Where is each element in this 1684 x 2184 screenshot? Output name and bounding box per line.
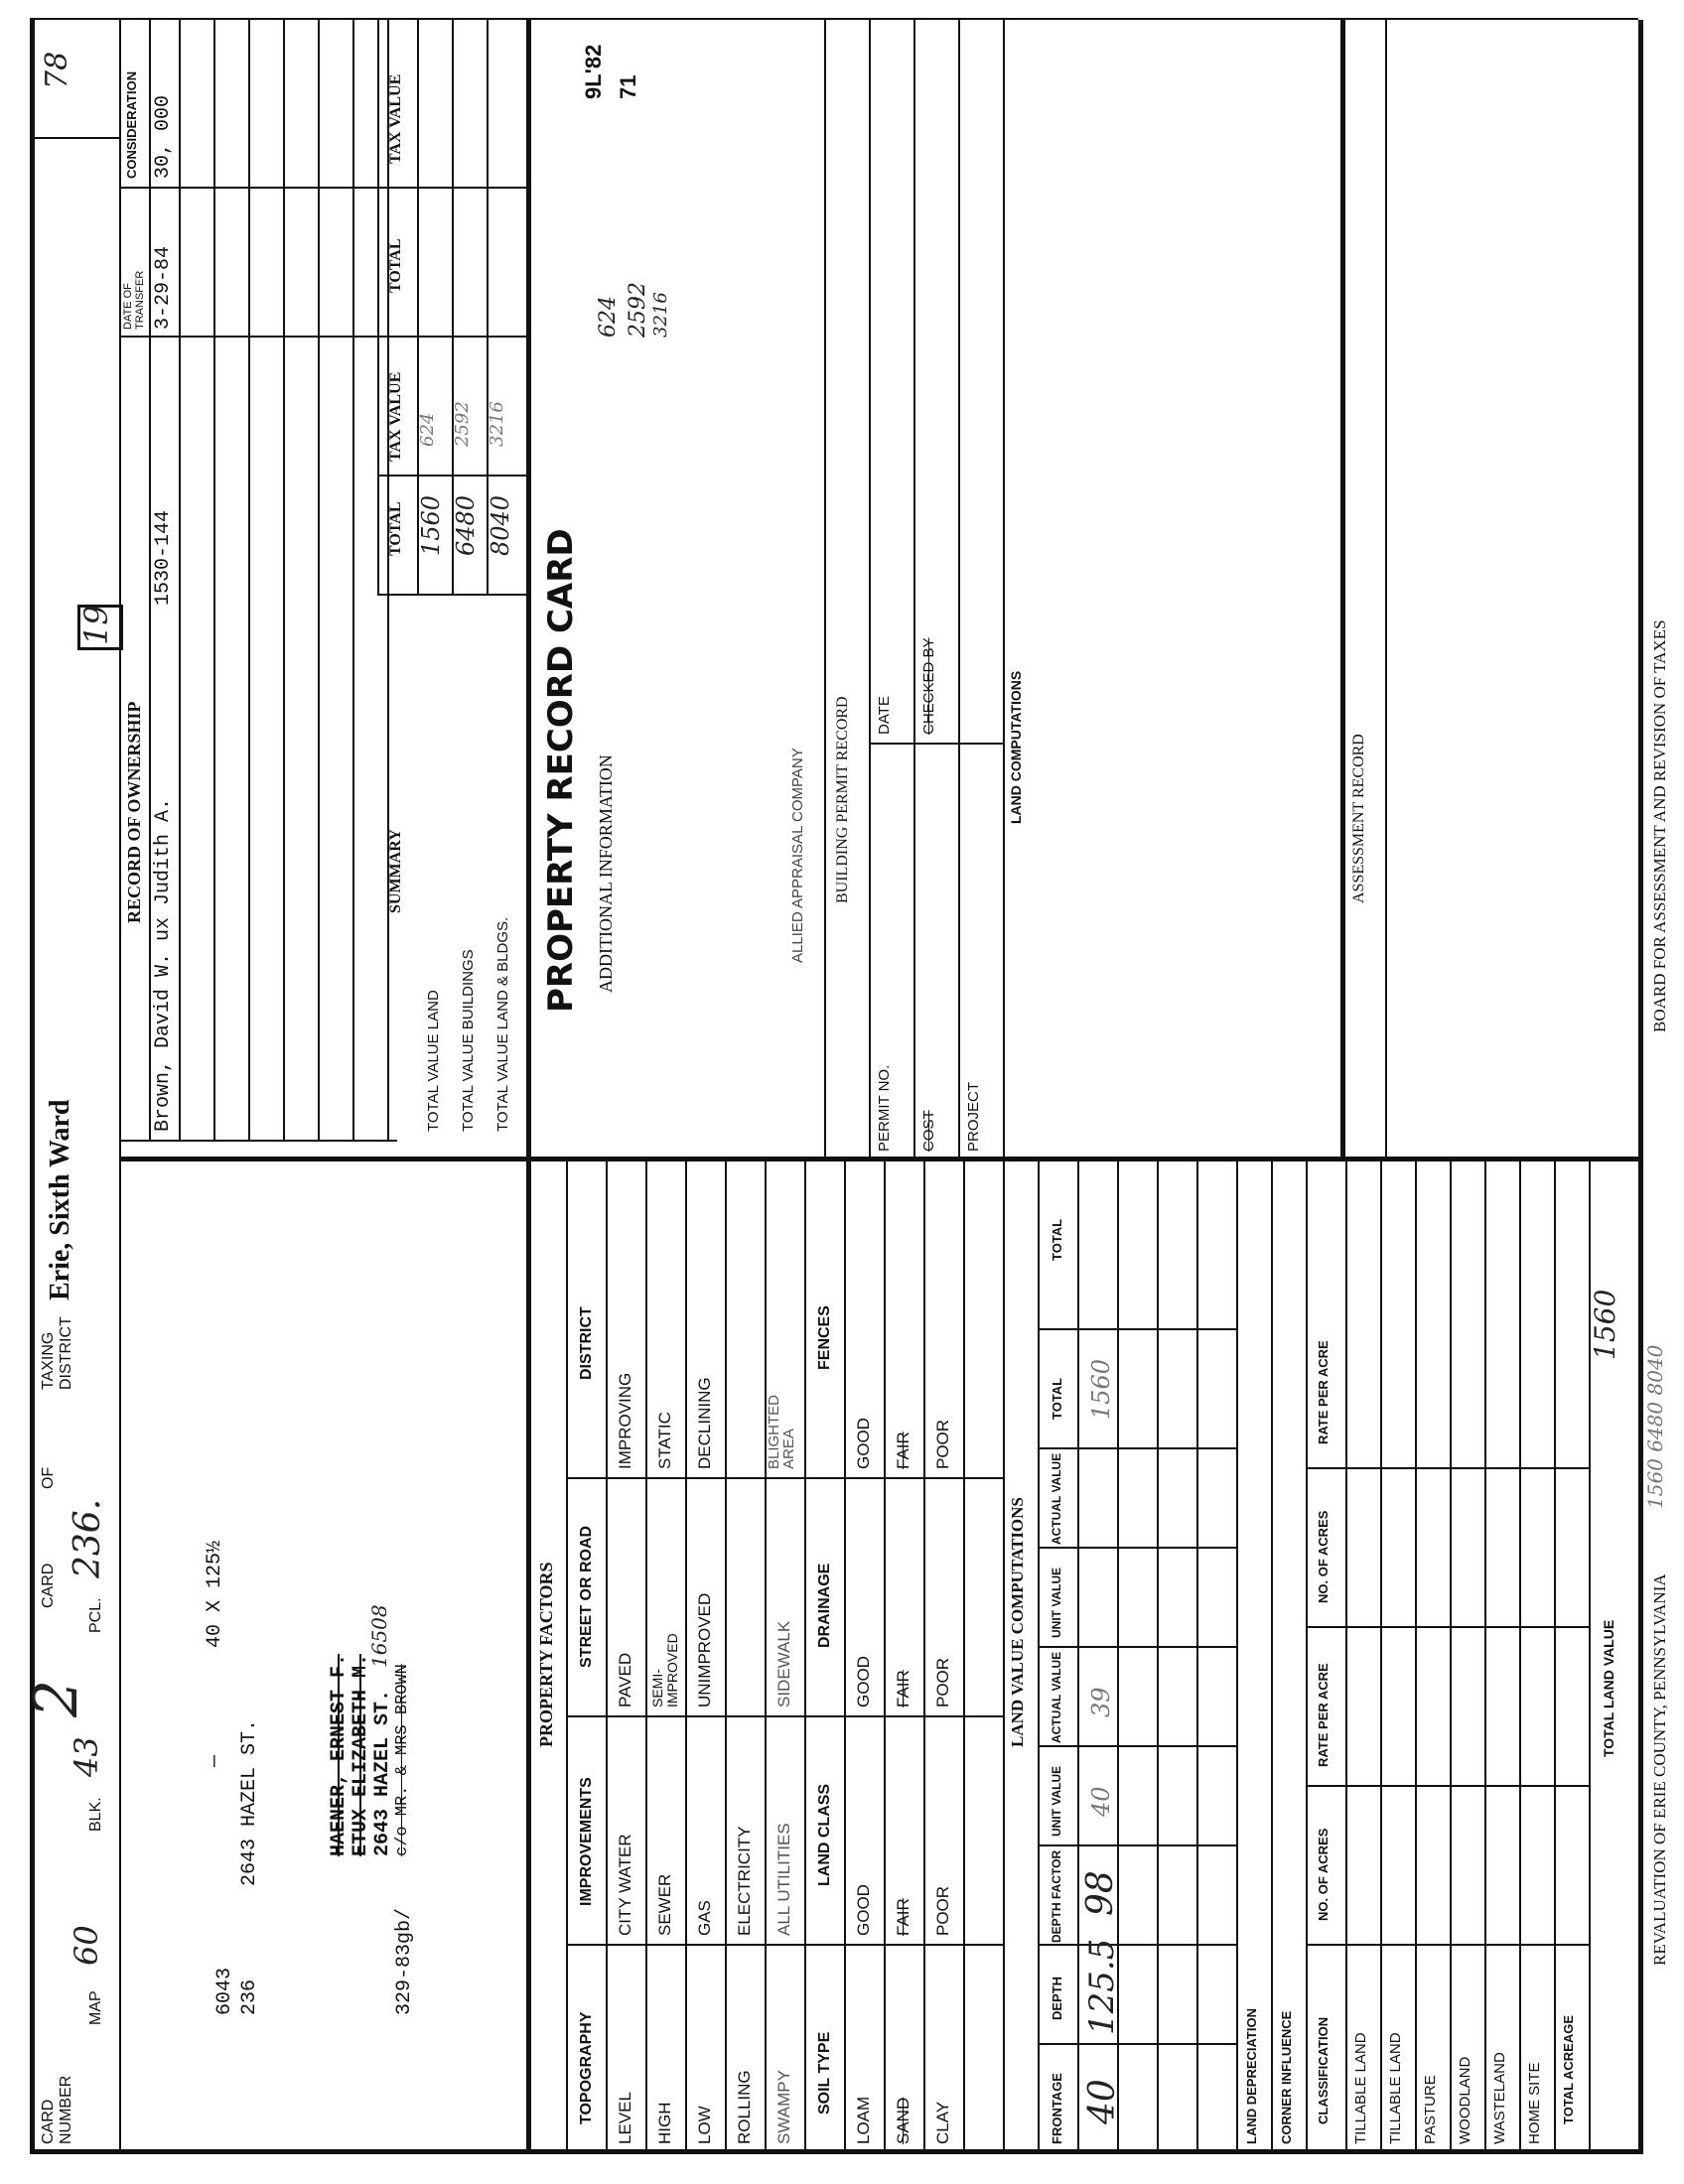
- acre-tillable1: TILLABLE LAND: [1352, 2032, 1369, 2144]
- consideration-value: 30, 000: [152, 94, 175, 179]
- topography-head: TOPOGRAPHY: [578, 2011, 595, 2124]
- total-acreage: TOTAL ACREAGE: [1561, 2014, 1576, 2124]
- acre-pasture: PASTURE: [1422, 2075, 1439, 2144]
- imp-gas[interactable]: GAS: [695, 1900, 714, 1936]
- lv-row3: [1196, 1161, 1198, 2154]
- factors-row1: [645, 1161, 647, 2154]
- improvements-head: IMPROVEMENTS: [578, 1777, 595, 1906]
- corner-influence: CORNER INFLUENCE: [1279, 2010, 1294, 2144]
- parcel-code1: 6043: [213, 1967, 236, 2015]
- lv-col-unit-value1: UNIT VALUE: [1050, 1765, 1063, 1837]
- lv-col-actual-value2: ACTUAL VALUE: [1050, 1452, 1063, 1545]
- street-head: STREET OR ROAD: [578, 1525, 595, 1668]
- additional-value1: 624: [596, 296, 621, 338]
- parcel-dash: —: [204, 1754, 226, 1767]
- total-land-value-amount: 1560: [1589, 1289, 1621, 1360]
- pcl-value: 236.: [68, 1498, 108, 1578]
- taxing-district: Erie, Sixth Ward: [45, 1099, 75, 1300]
- lv-frontage: 40: [1082, 2079, 1123, 2124]
- lv-v4: [1038, 1745, 1236, 1747]
- assessment-record-strip: [1241, 0, 1658, 1668]
- imp-city-water[interactable]: CITY WATER: [616, 1834, 634, 1936]
- lv-v8: [1038, 1328, 1236, 1330]
- map-value: 60: [68, 1925, 105, 1966]
- zip-code: 16508: [367, 1604, 391, 1668]
- lv-row2: [1157, 1161, 1159, 2154]
- summary-row-land: TOTAL VALUE LAND: [425, 990, 442, 1132]
- lv-v1: [1038, 2043, 1236, 2045]
- lv-actual-value: 39: [1087, 1687, 1115, 1717]
- permit-top: [824, 20, 826, 1161]
- lv-v7: [1038, 1447, 1236, 1449]
- land-value-title: LAND VALUE COMPUTATIONS: [1008, 1497, 1027, 1747]
- ownership-line0: [149, 20, 151, 1142]
- blk-value: 43: [68, 1736, 105, 1777]
- additional-value2: 2592: [626, 282, 650, 338]
- factors-row3: [725, 1161, 727, 2154]
- transfer-date: 3-29-84: [152, 245, 175, 330]
- summary-row-bldg: TOTAL VALUE BUILDINGS: [460, 949, 477, 1132]
- imp-sewer[interactable]: SEWER: [655, 1873, 674, 1936]
- factors-head-bottom: [606, 1161, 608, 2154]
- ownership-line6: [352, 20, 354, 1142]
- summary-land-total: 1560: [417, 494, 445, 556]
- land-depreciation: LAND DEPRECIATION: [1244, 2008, 1259, 2144]
- factors-row10: [1003, 1161, 1005, 2154]
- lv-v3: [1038, 1844, 1236, 1846]
- factors-row5: [804, 1161, 806, 2154]
- factors-v3: [566, 1477, 1003, 1479]
- parcel-size: 40 X 125½: [204, 1540, 226, 1648]
- imp-electricity[interactable]: ELECTRICITY: [735, 1826, 754, 1936]
- lv-col-frontage: FRONTAGE: [1050, 2073, 1064, 2144]
- lv-row4: [1236, 1161, 1238, 2154]
- old-owner2: ETUX ELIZABETH M.: [350, 1653, 372, 1856]
- lv-depth: 125.5: [1082, 1938, 1122, 2035]
- acre-v1: [1306, 1944, 1589, 1946]
- permit-checked: CHECKED BY: [920, 637, 937, 735]
- card-number-value: 78: [40, 51, 74, 89]
- street-semi-improved[interactable]: SEMI- IMPROVED: [649, 1633, 680, 1707]
- ownership-line4: [283, 20, 285, 1142]
- topo-high[interactable]: HIGH: [655, 2102, 674, 2144]
- factors-head-top: [566, 1161, 568, 2154]
- lv-v5: [1038, 1646, 1236, 1648]
- lv-v6: [1038, 1547, 1236, 1549]
- summary-land-tax: 624: [417, 412, 438, 447]
- date-transfer-label: DATE OF TRANSFER: [122, 270, 146, 330]
- taxing-district-label: TAXING DISTRICT: [40, 1316, 74, 1390]
- permit-line2: [913, 20, 915, 1161]
- fences-poor[interactable]: POOR: [933, 1419, 952, 1469]
- right-total-label: TOTAL: [387, 238, 404, 293]
- card-label: CARD: [40, 1563, 57, 1608]
- assessment-title: ASSESSMENT RECORD: [1350, 734, 1367, 903]
- frame-top: [30, 20, 35, 2154]
- street-unimproved[interactable]: UNIMPROVED: [695, 1592, 714, 1707]
- header-line: [119, 20, 121, 2154]
- box-number: 19: [77, 605, 115, 645]
- drainage-head: DRAINAGE: [816, 1563, 833, 1648]
- soil-loam[interactable]: LOAM: [854, 2096, 873, 2144]
- ownership-line1: [179, 20, 181, 1142]
- frame-left: [30, 2149, 1638, 2154]
- district-improving[interactable]: IMPROVING: [616, 1372, 634, 1469]
- consideration-label: CONSIDERATION: [124, 70, 139, 179]
- permit-no: PERMIT NO.: [876, 1064, 893, 1152]
- acre-wasteland: WASTELAND: [1491, 2052, 1508, 2144]
- ownership-title: RECORD OF OWNERSHIP: [124, 701, 144, 923]
- permit-project: PROJECT: [965, 1081, 982, 1152]
- ownership-line2: [213, 20, 215, 1142]
- right-tax-label: TAX VALUE: [387, 73, 404, 164]
- factors-row7: [884, 1161, 886, 2154]
- factors-row2: [685, 1161, 687, 2154]
- district-declining[interactable]: DECLINING: [695, 1377, 714, 1469]
- parcel-address: 2643 HAZEL ST.: [238, 1718, 261, 1886]
- lv-depth-factor: 98: [1080, 1870, 1121, 1916]
- footer-right: BOARD FOR ASSESSMENT AND REVISION OF TAXES: [1650, 619, 1669, 1032]
- factors-row9: [963, 1161, 965, 2154]
- landclass-fair[interactable]: FAIR: [894, 1898, 912, 1936]
- soil-clay[interactable]: CLAY: [933, 2101, 952, 2144]
- summary-both-tax: 3216: [487, 401, 507, 447]
- lv-row1: [1117, 1161, 1119, 2154]
- acre-col-rate2: RATE PER ACRE: [1316, 1340, 1331, 1444]
- summary-both-total: 8040: [487, 494, 514, 556]
- fences-good[interactable]: GOOD: [854, 1418, 873, 1469]
- summary-total-label: TOTAL: [387, 501, 404, 556]
- soil-head: SOIL TYPE: [816, 2031, 833, 2115]
- ownership-line3: [248, 20, 250, 1142]
- permit-line4: [1003, 20, 1005, 1161]
- topo-rolling[interactable]: ROLLING: [735, 2070, 754, 2144]
- street-sidewalk[interactable]: SIDEWALK: [774, 1620, 793, 1707]
- permit-cost: COST: [920, 1110, 937, 1152]
- district-static[interactable]: STATIC: [655, 1412, 674, 1469]
- lv-v2: [1038, 1944, 1236, 1946]
- total-land-value: TOTAL LAND VALUE: [1601, 1619, 1616, 1757]
- summary-bldg-total: 6480: [452, 494, 480, 556]
- lv-col-total2: TOTAL: [1050, 1218, 1064, 1261]
- permit-vline: [869, 743, 1003, 745]
- drainage-poor[interactable]: POOR: [933, 1657, 952, 1707]
- property-record-card-title: PROPERTY RECORD CARD: [541, 528, 581, 1013]
- imp-all-utilities[interactable]: ALL UTILITIES: [774, 1823, 793, 1936]
- lv-head-bottom: [1077, 1161, 1079, 2154]
- left-code: 329-83gb/: [393, 1907, 416, 2015]
- acre-col-no-acres1: NO. OF ACRES: [1316, 1828, 1331, 1921]
- drainage-fair[interactable]: FAIR: [894, 1670, 912, 1707]
- district-head: DISTRICT: [578, 1306, 595, 1380]
- permit-line1: [869, 20, 871, 1161]
- acre-col-no-acres2: NO. OF ACRES: [1316, 1510, 1331, 1603]
- summary-tax-label: TAX VALUE: [387, 371, 404, 462]
- old-address: 2643 HAZEL ST.: [371, 1689, 394, 1856]
- summary-row-both: TOTAL VALUE LAND & BLDGS.: [494, 916, 511, 1132]
- blk-label: BLK.: [87, 1797, 104, 1832]
- card-number-label: CARD NUMBER: [40, 2075, 74, 2144]
- permit-title: BUILDING PERMIT RECORD: [834, 696, 851, 903]
- land-computations: LAND COMPUTATIONS: [1008, 670, 1024, 824]
- owner-deed: 1530-144: [152, 509, 175, 606]
- acre-woodland: WOODLAND: [1457, 2056, 1474, 2144]
- lv-col-depth: DEPTH: [1050, 1976, 1064, 2020]
- additional-info-title: ADDITIONAL INFORMATION: [596, 754, 616, 993]
- factors-row8: [923, 1161, 925, 2154]
- summary-bldg-tax: 2592: [452, 401, 473, 447]
- factors-title: PROPERTY FACTORS: [536, 1562, 556, 1747]
- fences-head: FENCES: [816, 1305, 833, 1370]
- street-paved[interactable]: PAVED: [616, 1652, 634, 1707]
- factors-v2: [566, 1715, 1003, 1717]
- factors-row6: [844, 1161, 846, 2154]
- permit-line3: [958, 20, 960, 1161]
- soil-sand[interactable]: SAND: [894, 2097, 912, 2144]
- old-owner1: HAENER, ERNEST F.: [328, 1653, 351, 1856]
- topo-swampy[interactable]: SWAMPY: [774, 2070, 793, 2144]
- header-divider: [30, 137, 119, 139]
- topo-level[interactable]: LEVEL: [616, 2092, 634, 2144]
- acre-tillable2: TILLABLE LAND: [1387, 2032, 1404, 2144]
- allied-company: ALLIED APPRAISAL COMPANY: [789, 748, 806, 963]
- lv-col-unit-value2: UNIT VALUE: [1050, 1567, 1063, 1638]
- care-of: c/o MR. & MRS BROWN: [393, 1664, 412, 1856]
- of-label: OF: [40, 1466, 57, 1489]
- card-value: 2: [22, 1679, 91, 1717]
- district-blighted[interactable]: BLIGHTED AREA: [766, 1394, 797, 1469]
- acre-home-site: HOME SITE: [1526, 2062, 1543, 2144]
- footer-left: REVALUATION OF ERIE COUNTY, PENNSYLVANIA: [1650, 1573, 1669, 1966]
- owner-name: Brown, David W. ux Judith A.: [152, 797, 175, 1132]
- lv-total: 1560: [1087, 1358, 1115, 1420]
- additional-value3: 3216: [650, 292, 671, 338]
- lv-col-depth-factor: DEPTH FACTOR: [1050, 1849, 1063, 1943]
- ownership-line5: [318, 20, 320, 1142]
- stamp-mark: 9L'82: [581, 44, 606, 99]
- lv-head-top: [1038, 1161, 1040, 2154]
- landclass-head: LAND CLASS: [816, 1783, 833, 1886]
- bottom-scribble: 1560 6480 8040: [1643, 1344, 1667, 1509]
- map-label: MAP: [87, 1990, 104, 2025]
- lv-unit-value: 40: [1087, 1786, 1115, 1817]
- factors-v1: [566, 1944, 1003, 1946]
- pcl-label: PCL.: [87, 1597, 104, 1633]
- stamp-number: 71: [616, 74, 640, 99]
- summary-title: SUMMARY: [387, 829, 404, 913]
- acre-v2: [1306, 1785, 1589, 1787]
- lv-col-total1: TOTAL: [1050, 1377, 1064, 1420]
- landclass-good[interactable]: GOOD: [854, 1884, 873, 1936]
- ownership-left: [119, 1140, 397, 1142]
- lv-col-actual-value1: ACTUAL VALUE: [1050, 1651, 1063, 1743]
- acre-col-rate1: RATE PER ACRE: [1316, 1663, 1331, 1767]
- permit-date: DATE: [876, 696, 893, 735]
- landclass-poor[interactable]: POOR: [933, 1885, 952, 1936]
- factors-row4: [765, 1161, 767, 2154]
- drainage-good[interactable]: GOOD: [854, 1656, 873, 1707]
- parcel-code2: 236: [238, 1979, 261, 2015]
- fences-fair[interactable]: FAIR: [894, 1432, 912, 1469]
- mid-split: [526, 20, 531, 2154]
- summary-top: [377, 20, 379, 596]
- topo-low[interactable]: LOW: [695, 2106, 714, 2144]
- acre-col-classification: CLASSIFICATION: [1316, 2016, 1331, 2124]
